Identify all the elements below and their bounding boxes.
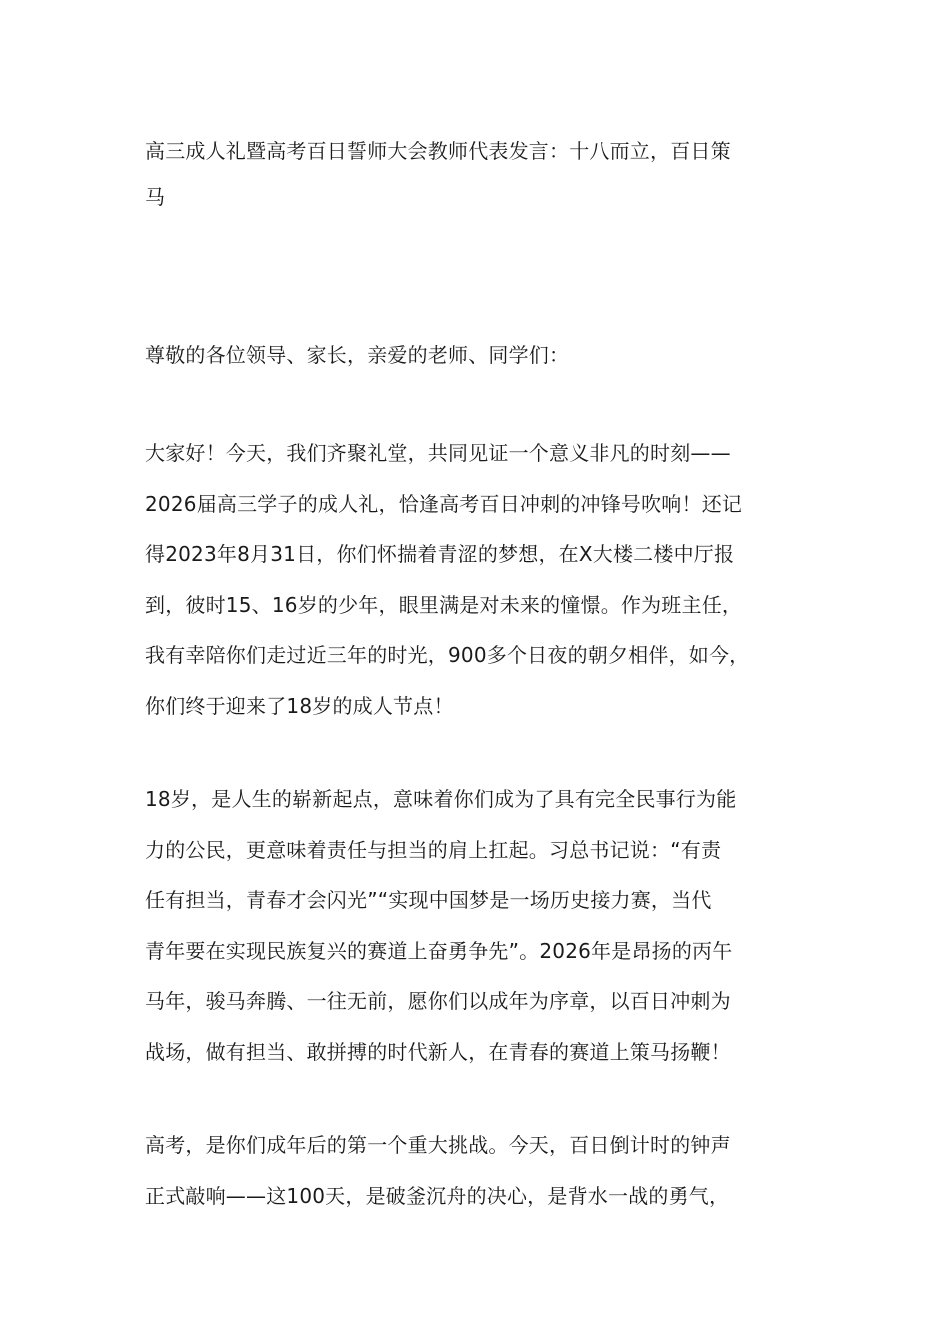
salutation-text: 尊敬的各位领导、家长，亲爱的老师、同学们： bbox=[145, 343, 570, 367]
title-line: 高三成人礼暨高考百日誓师大会教师代表发言：十八而立，百日策 bbox=[145, 139, 731, 163]
paragraph-line: 我有幸陪你们走过近三年的时光，900多个日夜的朝夕相伴，如今， bbox=[145, 643, 750, 667]
paragraph-line: 到，彼时15、16岁的少年，眼里满是对未来的憧憬。作为班主任， bbox=[145, 592, 743, 617]
paragraph-line: 任有担当，青春才会闪光”“实现中国梦是一场历史接力赛，当代 bbox=[145, 888, 712, 912]
paragraph-line: 青年要在实现民族复兴的赛道上奋勇争先”。2026年是昂扬的丙午 bbox=[145, 938, 733, 963]
paragraph-line: 18岁，是人生的崭新起点，意味着你们成为了具有完全民事行为能 bbox=[145, 787, 737, 811]
paragraph-line: 正式敲响——这100天，是破釜沉舟的决心，是背水一战的勇气， bbox=[145, 1183, 730, 1208]
title-line: 马 bbox=[145, 185, 166, 209]
document-title bbox=[145, 128, 825, 220]
paragraph-line: 你们终于迎来了18岁的成人节点！ bbox=[145, 693, 454, 718]
paragraph-line: 大家好！今天，我们齐聚礼堂，共同见证一个意义非凡的时刻—— bbox=[145, 441, 731, 465]
paragraph-opening bbox=[145, 428, 825, 731]
paragraph-line: 高考，是你们成年后的第一个重大挑战。今天，百日倒计时的钟声 bbox=[145, 1133, 731, 1157]
paragraph-eighteen bbox=[145, 774, 825, 1077]
paragraph-line: 战场，做有担当、敢拼搏的时代新人，在青春的赛道上策马扬鞭！ bbox=[145, 1039, 731, 1064]
paragraph-line: 马年，骏马奔腾、一往无前，愿你们以成年为序章，以百日冲刺为 bbox=[145, 989, 731, 1013]
paragraph-line: 得2023年8月31日，你们怀揣着青涩的梦想，在X大楼二楼中厅报 bbox=[145, 542, 735, 566]
salutation bbox=[145, 330, 825, 381]
paragraph-gaokao bbox=[145, 1120, 825, 1221]
paragraph-line: 2026届高三学子的成人礼，恰逢高考百日冲刺的冲锋号吹响！还记 bbox=[145, 491, 743, 516]
paragraph-line: 力的公民，更意味着责任与担当的肩上扛起。习总书记说：“有责 bbox=[145, 837, 722, 862]
